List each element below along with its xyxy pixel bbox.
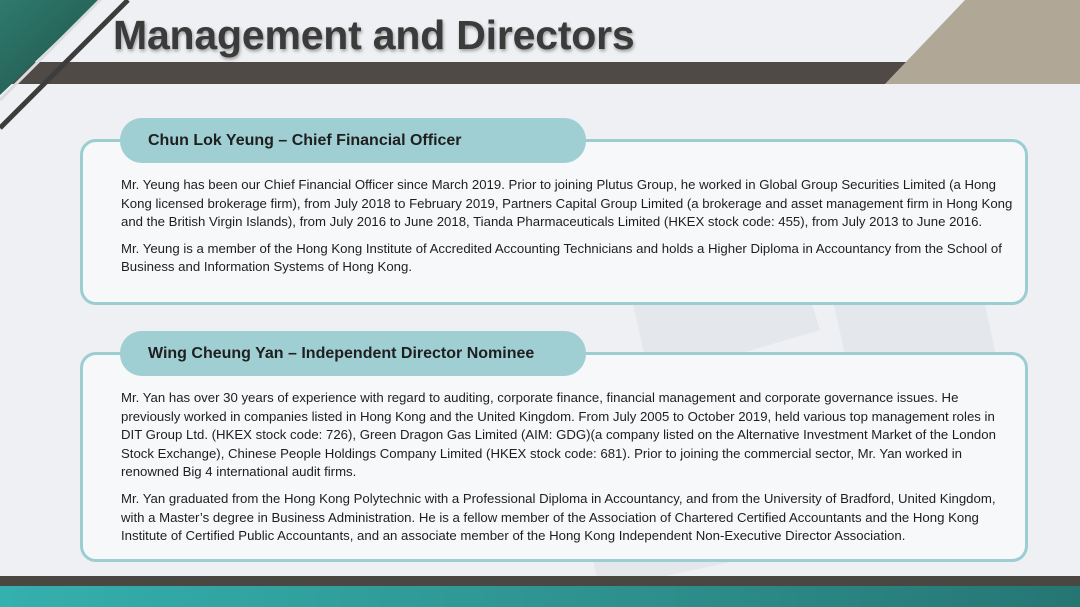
- page-title: Management and Directors: [113, 12, 635, 58]
- profile-paragraph: Mr. Yeung is a member of the Hong Kong Institute of Accredited Accounting Technicians and holds a Higher Diploma in Accountancy from the School of Business and Information Systems of Hong Kong.: [121, 240, 1002, 275]
- corner-tan-shape: [885, 0, 1080, 84]
- profile-heading-director: Wing Cheung Yan – Independent Director Nominee: [120, 331, 586, 376]
- profile-paragraph: Mr. Yeung has been our Chief Financial Officer since March 2019. Prior to joining Plutus Group, he worked in Global Group Securities Limited (a Hong Kong licensed brokerage firm), from July 2018 to February 2019, Partners Capital Group Limited (a brokerage and asset management firm in Hong Kong and the British Virgin Islands), from July 2016 to June 2018, Tianda Pharmaceuticals Limited (HKEX stock code: 455), from July 2013 to June 2016.: [121, 177, 1013, 230]
- profile-paragraph: Mr. Yan graduated from the Hong Kong Polytechnic with a Professional Diploma in Accountancy, and from the University of Bradford, United Kingdom, with a Master’s degree in Business Administration. He is a fellow member of the Association of Chartered Certified Accountants and the Hong Kong Institute of Certified Public Accountants, and an associate member of the Hong Kong Independent Non-Executive Director Association.: [121, 490, 996, 544]
- profile-body-cfo: [121, 176, 1016, 285]
- profile-body-director: [121, 389, 1016, 554]
- footer-band-dark: [0, 576, 1080, 586]
- profile-paragraph: Mr. Yan has over 30 years of experience with regard to auditing, corporate finance, financial management and corporate governance issues. He previously worked in companies listed in Hong Kong and the United Kingdom. From July 2005 to October 2019, held various top management roles in DIT Group Ltd. (HKEX stock code: 726), Green Dragon Gas Limited (AIM: GDG)(a company listed on the Alternative Investment Market of the London Stock Exchange), Chinese People Holdings Company Limited (HKEX stock code: 681). Prior to joining the commercial sector, Mr. Yan worked in renowned Big 4 international audit firms.: [121, 390, 996, 480]
- profile-heading-cfo: Chun Lok Yeung – Chief Financial Officer: [120, 118, 586, 163]
- footer-band-teal: [0, 586, 1080, 607]
